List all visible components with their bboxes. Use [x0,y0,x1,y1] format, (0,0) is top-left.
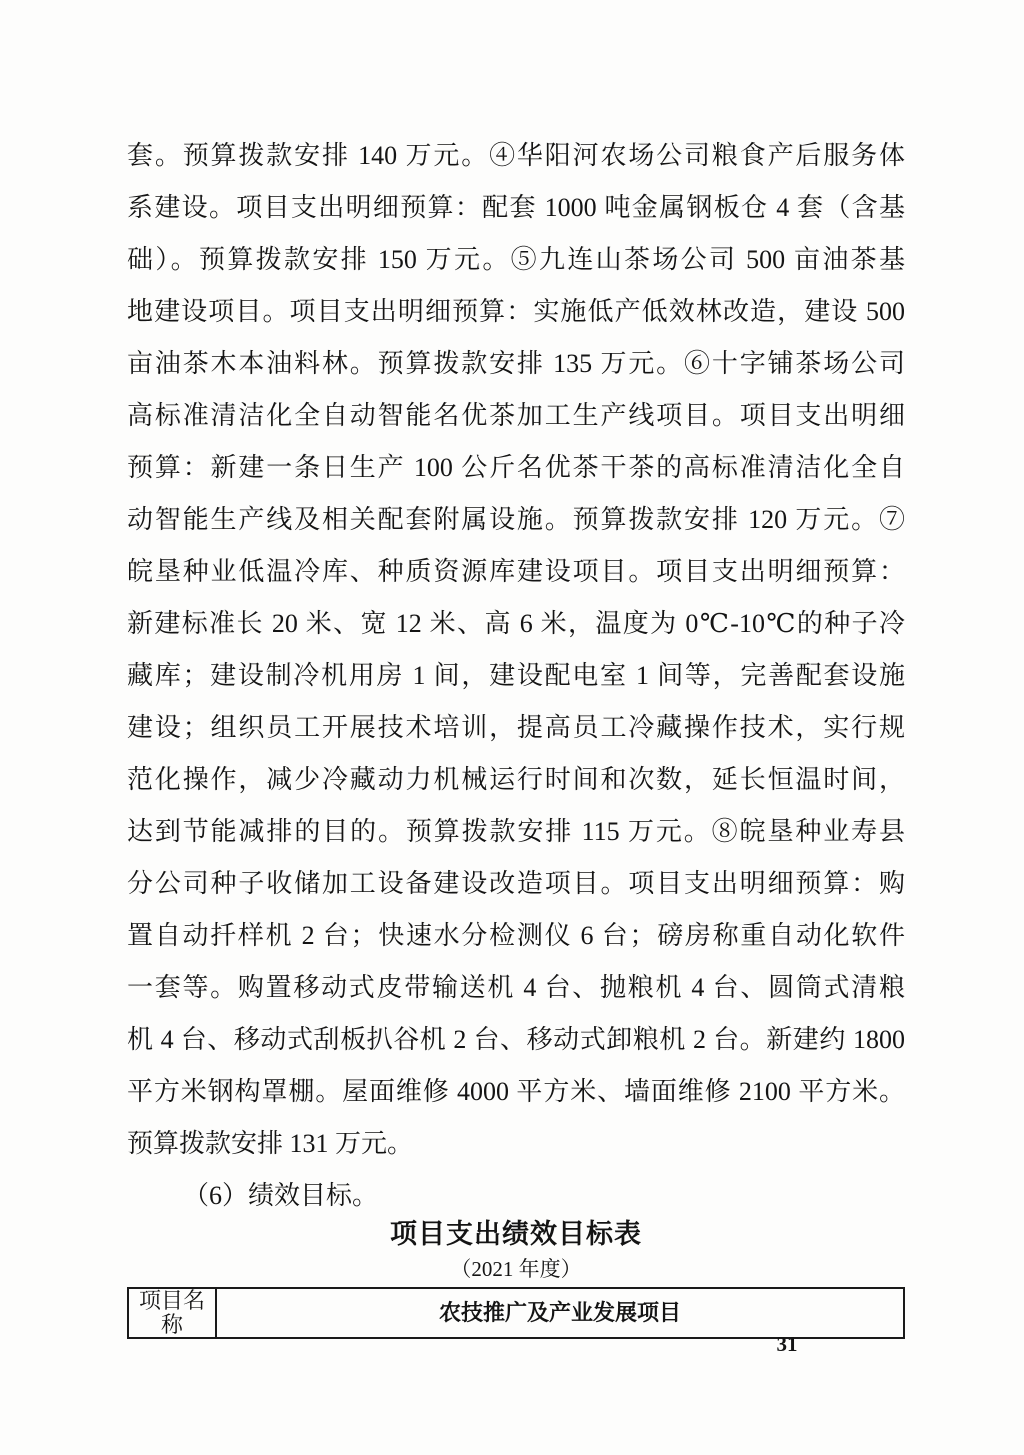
body-line: 皖垦种业低温冷库、种质资源库建设项目。项目支出明细预算： [127,557,905,586]
body-line: 地建设项目。项目支出明细预算：实施低产低效林改造，建设 500 [127,297,905,326]
body-line: 一套等。购置移动式皮带输送机 4 台、抛粮机 4 台、圆筒式清粮 [127,973,905,1002]
body-line-section-heading: （6）绩效目标。 [183,1181,379,1210]
body-line: 套。预算拨款安排 140 万元。④华阳河农场公司粮食产后服务体 [127,141,905,170]
body-line: 高标准清洁化全自动智能名优茶加工生产线项目。项目支出明细 [127,401,905,430]
body-line: 预算拨款安排 131 万元。 [127,1129,414,1158]
body-line: 置自动扦样机 2 台；快速水分检测仪 6 台；磅房称重自动化软件 [127,921,905,950]
performance-table-title: 项目支出绩效目标表 [390,1219,642,1249]
body-line: 预算：新建一条日生产 100 公斤名优茶干茶的高标准清洁化全自 [127,453,905,482]
body-line: 藏库；建设制冷机用房 1 间，建设配电室 1 间等，完善配套设施 [127,661,905,690]
body-line: 础）。预算拨款安排 150 万元。⑤九连山茶场公司 500 亩油茶基 [127,245,905,274]
body-line: 机 4 台、移动式刮板扒谷机 2 台、移动式卸粮机 2 台。新建约 1800 [127,1025,905,1054]
body-line: 达到节能减排的目的。预算拨款安排 115 万元。⑧皖垦种业寿县 [127,817,905,846]
body-line: 范化操作，减少冷藏动力机械运行时间和次数，延长恒温时间， [127,765,905,794]
body-line: 分公司种子收储加工设备建设改造项目。项目支出明细预算：购 [127,869,905,898]
body-line: 系建设。项目支出明细预算：配套 1000 吨金属钢板仓 4 套（含基 [127,193,905,222]
row-value-project-name: 农技推广及产业发展项目 [216,1288,904,1338]
row-header-project-name: 项目名称 [128,1288,216,1338]
table-row [128,1288,904,1338]
performance-table-subtitle: （2021 年度） [450,1257,582,1281]
body-line: 平方米钢构罩棚。屋面维修 4000 平方米、墙面维修 2100 平方米。 [127,1077,905,1106]
body-line: 亩油茶木本油料林。预算拨款安排 135 万元。⑥十字铺茶场公司 [127,349,905,378]
body-line: 建设；组织员工开展技术培训，提高员工冷藏操作技术，实行规 [127,713,905,742]
page-number: 31 [776,1332,798,1356]
body-line: 动智能生产线及相关配套附属设施。预算拨款安排 120 万元。⑦ [127,505,905,534]
body-text [127,130,905,1222]
body-line: 新建标准长 20 米、宽 12 米、高 6 米，温度为 0℃-10℃的种子冷 [127,609,905,638]
